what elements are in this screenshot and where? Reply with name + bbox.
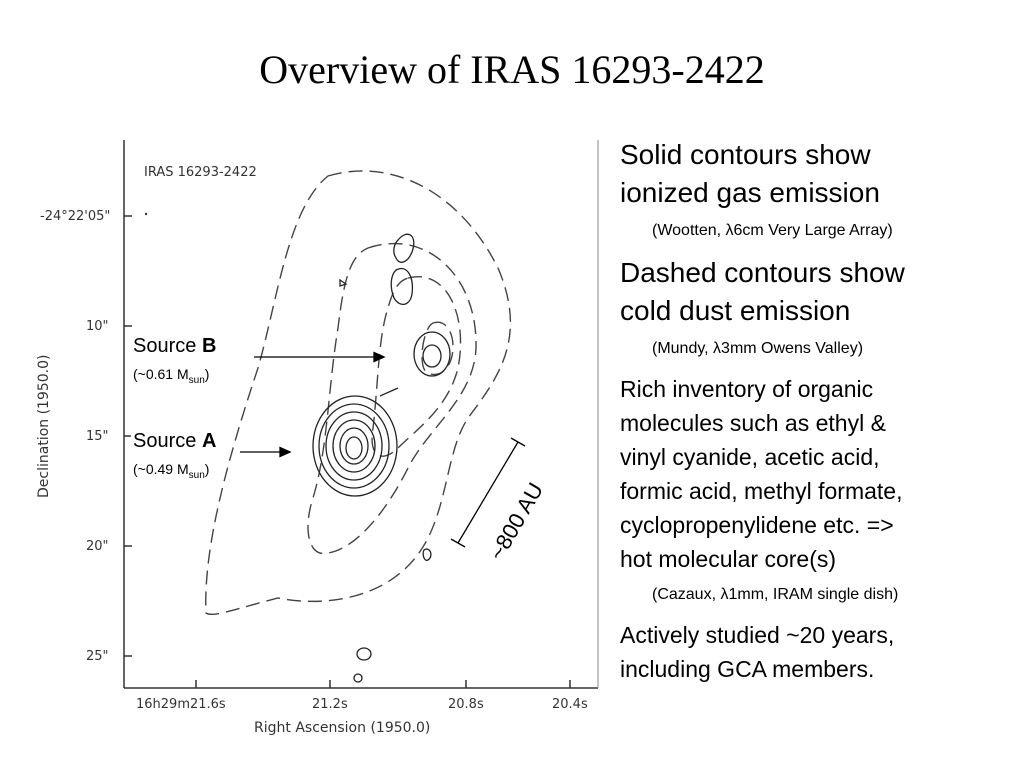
gas-blob-5 <box>357 648 371 660</box>
para-1-line-2: ionized gas emission <box>620 177 880 208</box>
x-tick-label-1: 21.2s <box>312 697 348 712</box>
source-a-mass <box>131 461 211 484</box>
gas-contour-a2 <box>319 404 389 488</box>
scale-bar-label: ~800 AU <box>484 478 549 565</box>
para-2-line-2: cold dust emission <box>620 295 851 326</box>
y-tick-label-0: -24°22'05" <box>40 209 111 224</box>
gas-contour-a3 <box>326 412 382 480</box>
para-ionized-gas <box>620 136 1015 212</box>
y-tick-label-3: 20" <box>86 539 109 554</box>
para-2-line-1: Dashed contours show <box>620 257 905 288</box>
source-a-label <box>131 430 218 452</box>
y-tick-label-4: 25" <box>86 649 109 664</box>
cite-mundy: (Mundy, λ3mm Owens Valley) <box>652 340 864 357</box>
y-tick-label-2: 15" <box>86 429 109 444</box>
gas-blob-4 <box>423 549 431 560</box>
description-panel <box>620 136 1015 696</box>
source-b-mass-sub: sun <box>188 374 205 386</box>
x-ticks <box>196 680 570 688</box>
cite-wootten: (Wootten, λ6cm Very Large Array) <box>652 222 893 239</box>
dust-contour-inner <box>422 322 453 374</box>
para-1-line-1: Solid contours show <box>620 139 871 170</box>
para-3-line-4: formic acid, methyl formate, <box>620 478 903 504</box>
gas-contour-b1 <box>414 332 450 376</box>
gas-blob-2 <box>391 269 412 305</box>
source-b-letter: B <box>201 335 217 357</box>
para-3-line-1: Rich inventory of organic <box>620 376 874 402</box>
source-b-mass-end: ) <box>204 366 210 382</box>
para-3-line-2: molecules such as ethyl & <box>620 410 886 436</box>
gas-blob-6 <box>354 674 362 682</box>
x-tick-label-2: 20.8s <box>448 697 484 712</box>
y-axis-label: Declination (1950.0) <box>36 354 52 498</box>
source-b-prefix: Source <box>133 335 202 357</box>
arrow-source-a-head <box>280 448 290 457</box>
para-3-line-6: hot molecular core(s) <box>620 546 837 572</box>
contour-map <box>28 128 608 748</box>
para-3-line-5: cyclopropenylidene etc. => <box>620 512 894 538</box>
source-a-letter: A <box>201 430 217 452</box>
source-a-mass-sub: sun <box>188 469 205 481</box>
cite-cazaux: (Cazaux, λ1mm, IRAM single dish) <box>652 586 899 603</box>
para-cold-dust <box>620 254 1015 330</box>
source-a-mass-text: (~0.49 M <box>133 461 189 477</box>
source-b-mass-text: (~0.61 M <box>133 366 189 382</box>
para-organic-molecules <box>620 372 1015 576</box>
para-4-line-1: Actively studied ~20 years, <box>620 622 895 648</box>
contour-map-figure <box>28 128 608 748</box>
para-3-line-3: vinyl cyanide, acetic acid, <box>620 444 880 470</box>
x-tick-label-0: 16h29m21.6s <box>136 697 226 712</box>
source-b-mass <box>131 366 211 389</box>
figure-name-label: IRAS 16293-2422 <box>144 165 257 180</box>
x-tick-label-3: 20.4s <box>552 697 588 712</box>
gas-contours <box>313 234 450 682</box>
dust-contour-outer <box>206 171 511 614</box>
gas-blob-1 <box>394 234 414 262</box>
source-a-mass-end: ) <box>204 461 210 477</box>
dot-mark <box>145 213 147 215</box>
dust-contours <box>206 171 511 614</box>
gas-bridge <box>380 388 398 396</box>
y-tick-label-1: 10" <box>86 319 109 334</box>
scale-bar-cap-2 <box>511 438 525 446</box>
source-b-label <box>131 335 218 357</box>
gas-contour-a6 <box>346 437 362 459</box>
slide-title: Overview of IRAS 16293-2422 <box>259 47 765 92</box>
scale-bar-cap-1 <box>451 539 465 547</box>
source-a-prefix: Source <box>133 430 202 452</box>
gas-contour-b2 <box>423 345 441 367</box>
para-4-line-2: including GCA members. <box>620 656 875 682</box>
x-axis-label: Right Ascension (1950.0) <box>254 720 431 736</box>
para-actively-studied <box>620 618 1015 686</box>
